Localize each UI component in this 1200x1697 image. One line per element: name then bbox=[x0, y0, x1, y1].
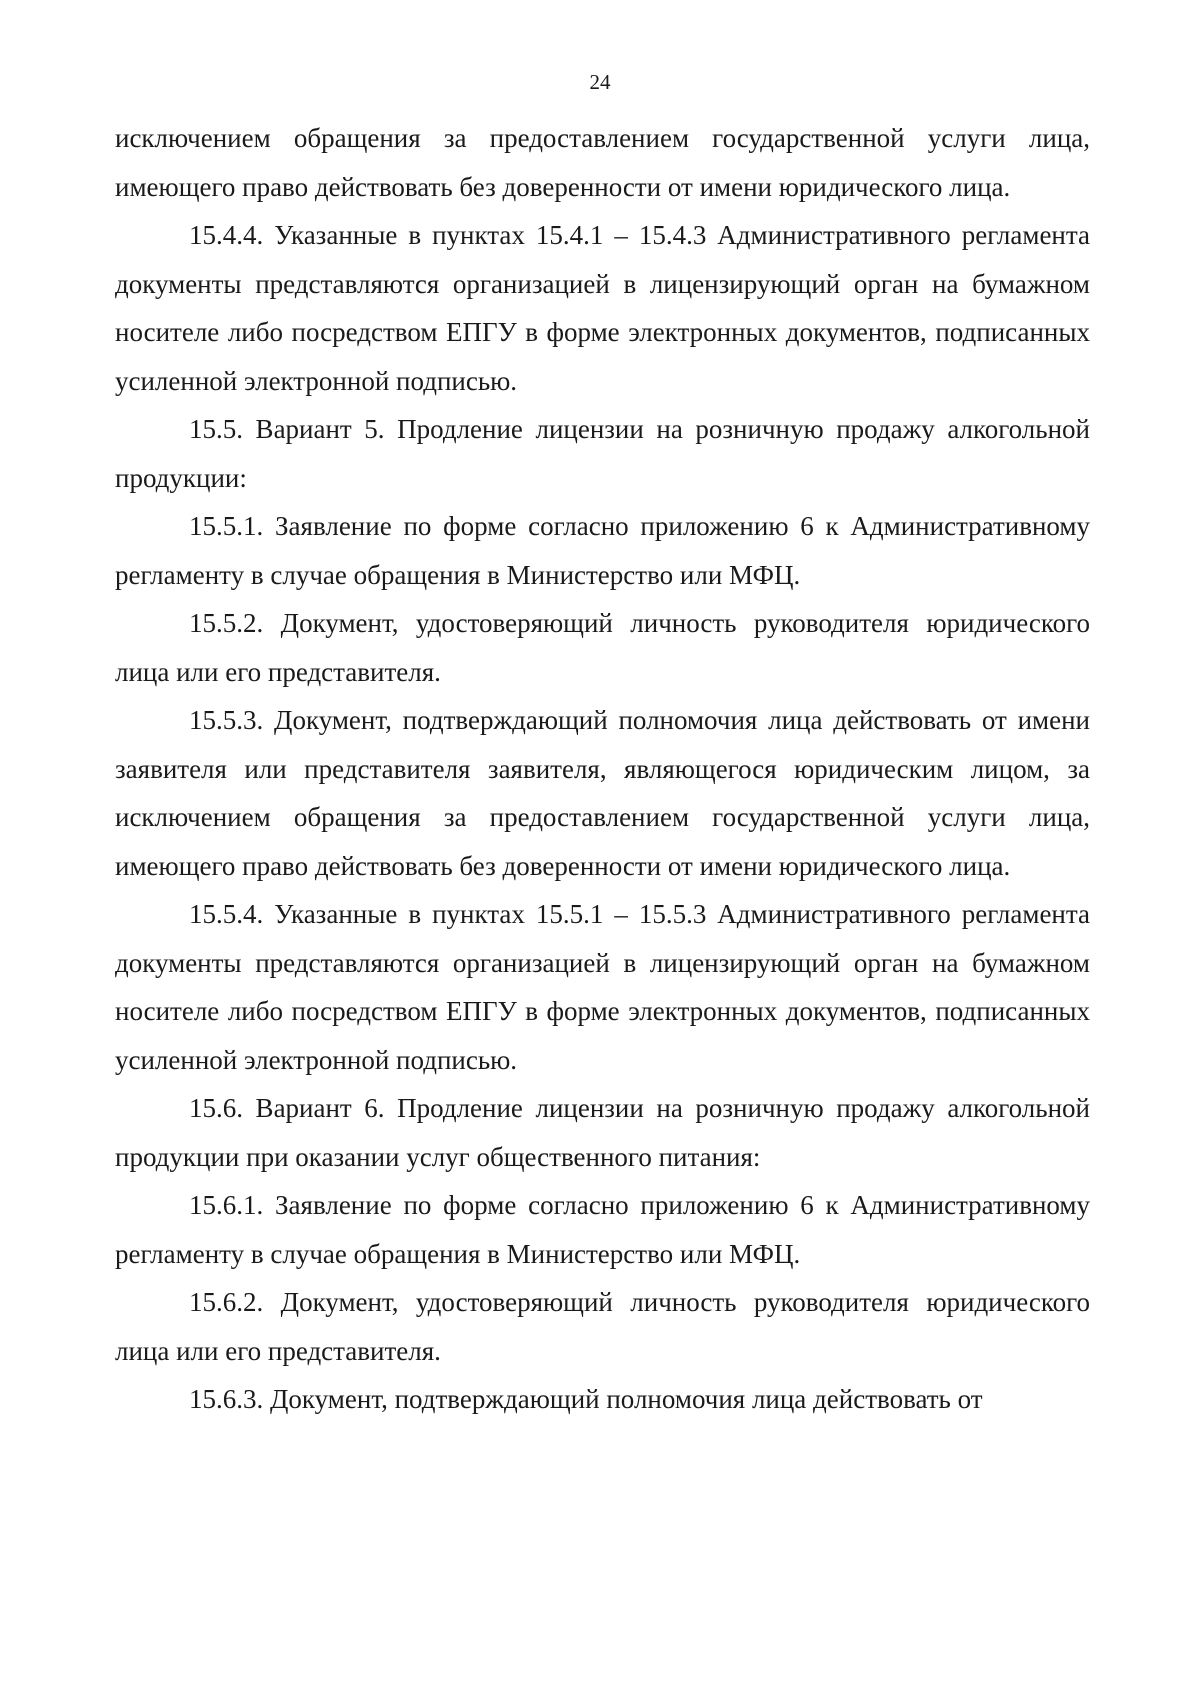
paragraph-15-6: 15.6. Вариант 6. Продление лицензии на розничную продажу алкогольной продукции при оказании услуг общественного питания: bbox=[115, 1093, 1090, 1172]
paragraph-15-5-3: 15.5.3. Документ, подтверждающий полномочия лица действовать от имени заявителя или представителя заявителя, являющегося юридическим лицом, за исключением обращения за предоставлением государственной услуги лица, имеющего право действовать без доверенности от имени юридического лица. bbox=[115, 705, 1090, 881]
document-body bbox=[115, 114, 1090, 1424]
paragraph-continuation: исключением обращения за предоставлением государственной услуги лица, имеющего право действовать без доверенности от имени юридического лица. bbox=[115, 123, 1090, 202]
paragraph-15-5: 15.5. Вариант 5. Продление лицензии на розничную продажу алкогольной продукции: bbox=[115, 414, 1090, 493]
paragraph-15-4-4: 15.4.4. Указанные в пунктах 15.4.1 – 15.4.3 Административного регламента документы представляются организацией в лицензирующий орган на бумажном носителе либо посредством ЕПГУ в форме электронных документов, подписанных усиленной электронной подписью. bbox=[115, 220, 1090, 396]
paragraph-15-6-2: 15.6.2. Документ, удостоверяющий личность руководителя юридического лица или его представителя. bbox=[115, 1287, 1090, 1366]
paragraph-15-5-2: 15.5.2. Документ, удостоверяющий личность руководителя юридического лица или его представителя. bbox=[115, 608, 1090, 687]
paragraph-15-5-1: 15.5.1. Заявление по форме согласно приложению 6 к Административному регламенту в случае обращения в Министерство или МФЦ. bbox=[115, 511, 1090, 590]
paragraph-15-6-3: 15.6.3. Документ, подтверждающий полномочия лица действовать от bbox=[189, 1384, 983, 1414]
page-number: 24 bbox=[589, 70, 611, 94]
paragraph-15-6-1: 15.6.1. Заявление по форме согласно приложению 6 к Административному регламенту в случае обращения в Министерство или МФЦ. bbox=[115, 1190, 1090, 1269]
paragraph-15-5-4: 15.5.4. Указанные в пунктах 15.5.1 – 15.5.3 Административного регламента документы представляются организацией в лицензирующий орган на бумажном носителе либо посредством ЕПГУ в форме электронных документов, подписанных усиленной электронной подписью. bbox=[115, 899, 1090, 1075]
